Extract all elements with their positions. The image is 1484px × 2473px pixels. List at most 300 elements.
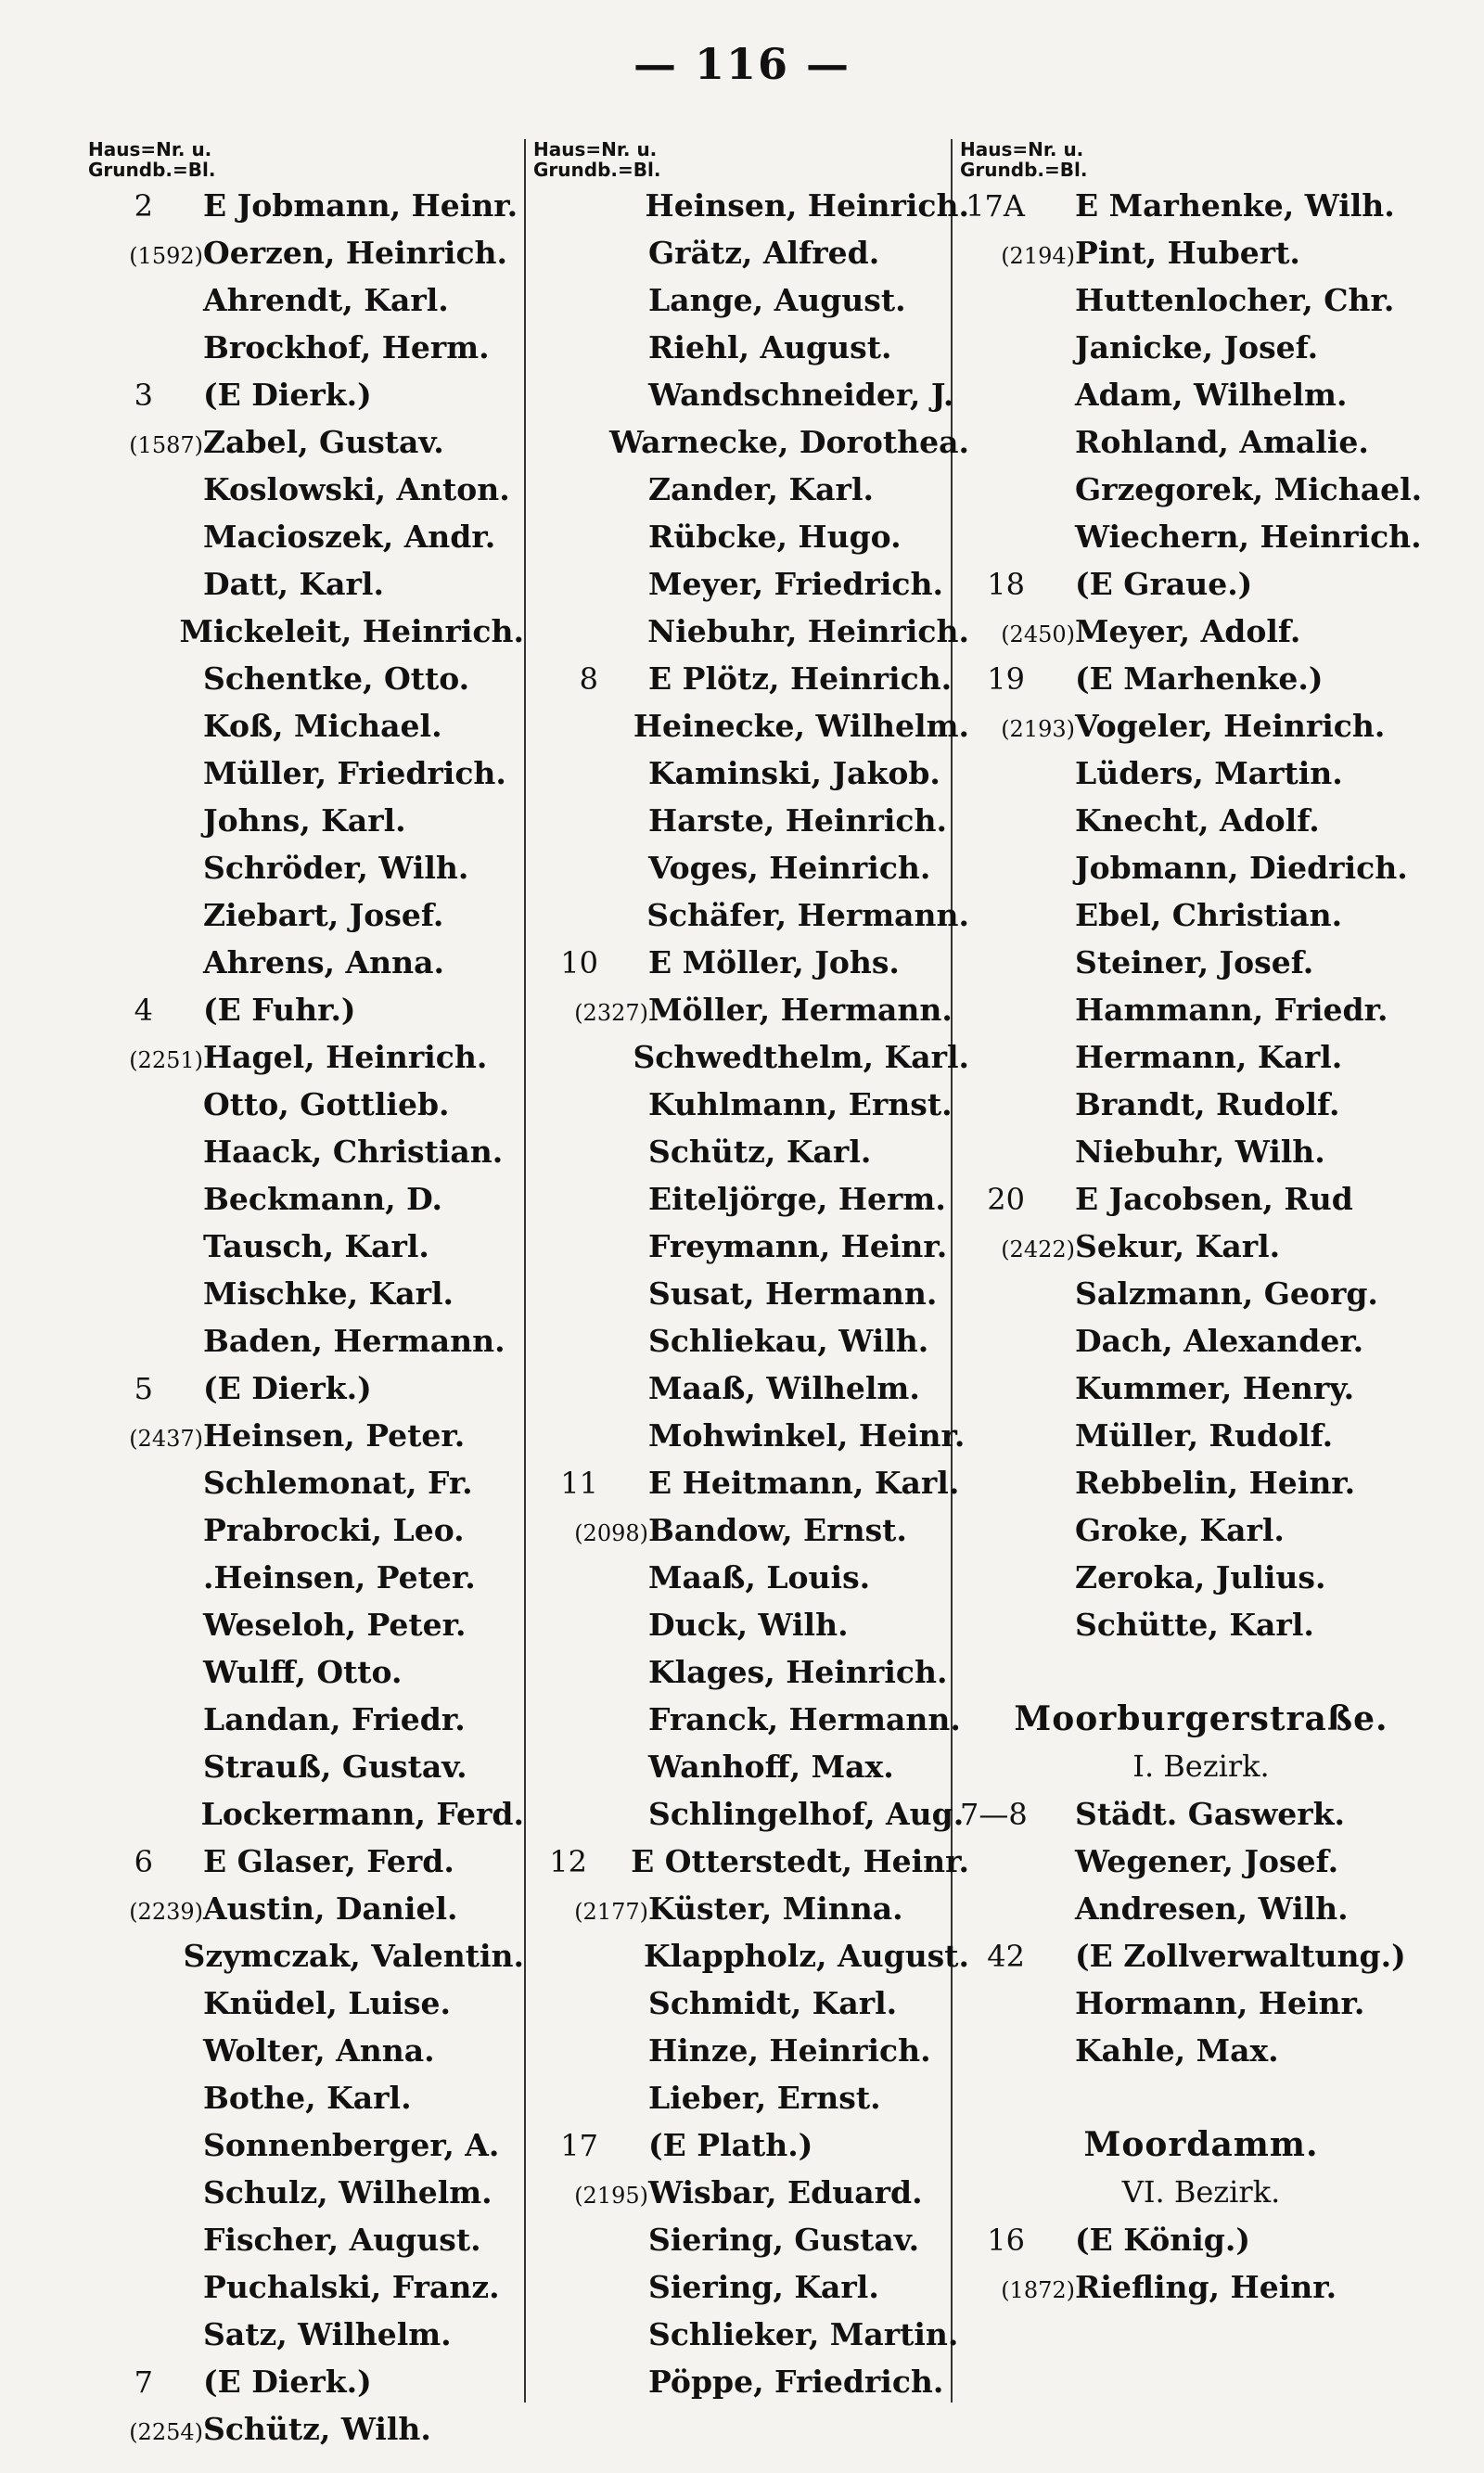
grundbuch-number: (2194) xyxy=(1001,243,1075,269)
resident-name: Siering, Gustav. xyxy=(648,2222,920,2258)
directory-entry xyxy=(533,702,969,750)
resident-name: Wegener, Josef. xyxy=(1075,1843,1339,1879)
directory-entry xyxy=(533,891,969,939)
street-heading: Moorburgerstraße. xyxy=(1014,1699,1388,1738)
directory-entry xyxy=(88,1175,524,1223)
resident-name: Möller, Hermann. xyxy=(648,992,953,1028)
directory-entry xyxy=(88,2263,524,2311)
directory-entry xyxy=(88,418,524,466)
house-number: 4 xyxy=(134,993,153,1028)
resident-name: Maaß, Louis. xyxy=(648,1559,871,1595)
directory-entry xyxy=(960,986,1442,1033)
district-heading: VI. Bezirk. xyxy=(1121,2174,1281,2210)
directory-entry xyxy=(88,1696,524,1743)
house-number: 7—8 xyxy=(960,1797,1028,1832)
house-number: 18 xyxy=(987,567,1025,602)
directory-entry xyxy=(960,1317,1442,1365)
directory-entry xyxy=(88,1506,524,1554)
resident-name: Grzegorek, Michael. xyxy=(1075,471,1423,507)
grundbuch-number: (2437) xyxy=(129,1426,203,1452)
resident-name: Ebel, Christian. xyxy=(1075,897,1343,933)
column-3 xyxy=(960,139,1442,2311)
resident-name: E Heitmann, Karl. xyxy=(648,1465,960,1501)
resident-name: E Plötz, Heinrich. xyxy=(648,660,953,697)
directory-entry xyxy=(960,844,1442,891)
directory-entry xyxy=(533,418,969,466)
resident-name: Kuhlmann, Ernst. xyxy=(648,1086,953,1122)
resident-name: Weseloh, Peter. xyxy=(203,1607,467,1643)
directory-entry xyxy=(533,2311,969,2358)
house-number: 19 xyxy=(987,661,1025,697)
house-number: 16 xyxy=(987,2223,1025,2258)
resident-name: Müller, Rudolf. xyxy=(1075,1417,1334,1454)
resident-name: Klappholz, August. xyxy=(644,1938,969,1974)
directory-entry xyxy=(88,1459,524,1506)
grundbuch-number: (1592) xyxy=(129,243,203,269)
directory-entry xyxy=(88,1128,524,1175)
directory-entry xyxy=(88,939,524,986)
resident-name: Otto, Gottlieb. xyxy=(203,1086,450,1122)
directory-entry xyxy=(960,560,1442,608)
directory-entry xyxy=(960,750,1442,797)
resident-name: Satz, Wilhelm. xyxy=(203,2316,452,2352)
directory-entry xyxy=(88,1270,524,1317)
resident-name: Bothe, Karl. xyxy=(203,2080,412,2116)
directory-entry xyxy=(88,797,524,844)
resident-name: Maaß, Wilhelm. xyxy=(648,1370,920,1406)
house-number: 3 xyxy=(134,378,153,413)
header-grundb-bl: Grundb.=Bl. xyxy=(533,159,661,181)
house-number: 10 xyxy=(560,945,598,980)
resident-name: E Glaser, Ferd. xyxy=(203,1843,454,1879)
directory-entry xyxy=(533,655,969,702)
directory-entry xyxy=(88,2169,524,2216)
directory-entry xyxy=(533,1270,969,1317)
directory-entry xyxy=(533,276,969,324)
directory-entry xyxy=(533,466,969,513)
resident-name: E Otterstedt, Heinr. xyxy=(631,1843,969,1879)
resident-name: Fischer, August. xyxy=(203,2222,481,2258)
resident-name: (E Dierk.) xyxy=(203,377,372,413)
directory-entry xyxy=(533,1412,969,1459)
resident-name: Lange, August. xyxy=(648,282,906,318)
directory-entry xyxy=(533,2358,969,2405)
resident-name: Macioszek, Andr. xyxy=(203,519,496,555)
directory-entry xyxy=(533,939,969,986)
directory-entry xyxy=(88,371,524,418)
grundbuch-number: (2251) xyxy=(129,1047,203,1073)
resident-name: Schütz, Karl. xyxy=(648,1134,872,1170)
resident-name: (E Zollverwaltung.) xyxy=(1075,1938,1406,1974)
column-header xyxy=(960,139,1442,180)
resident-name: Sonnenberger, A. xyxy=(203,2127,500,2163)
resident-name: Lüders, Martin. xyxy=(1075,755,1343,791)
directory-entry xyxy=(533,229,969,276)
directory-entry xyxy=(960,1175,1442,1223)
directory-entry xyxy=(533,1365,969,1412)
resident-name: Niebuhr, Wilh. xyxy=(1075,1134,1325,1170)
directory-entry xyxy=(88,655,524,702)
resident-name: Küster, Minna. xyxy=(648,1890,903,1927)
resident-name: Lockermann, Ferd. xyxy=(200,1796,524,1832)
resident-name: Salzmann, Georg. xyxy=(1075,1275,1378,1312)
resident-name: Janicke, Josef. xyxy=(1075,329,1319,365)
resident-name: Eiteljörge, Herm. xyxy=(648,1181,946,1217)
resident-name: Pint, Hubert. xyxy=(1075,235,1300,271)
entry-list xyxy=(533,182,969,2405)
house-number: 12 xyxy=(549,1844,587,1879)
blank-line xyxy=(960,1648,1442,1696)
resident-name: Meyer, Adolf. xyxy=(1075,613,1301,649)
resident-name: Johns, Karl. xyxy=(203,802,406,839)
resident-name: E Jacobsen, Rud xyxy=(1075,1181,1353,1217)
directory-entry xyxy=(88,1885,524,1932)
resident-name: Ahrendt, Karl. xyxy=(203,282,449,318)
directory-entry xyxy=(960,1601,1442,1648)
resident-name: Schütz, Wilh. xyxy=(203,2411,431,2447)
resident-name: Harste, Heinrich. xyxy=(648,802,947,839)
resident-name: Schröder, Wilh. xyxy=(203,850,469,886)
house-number: 8 xyxy=(579,661,598,697)
resident-name: Grätz, Alfred. xyxy=(648,235,880,271)
blank-line xyxy=(960,2074,1442,2121)
resident-name: Adam, Wilhelm. xyxy=(1075,377,1348,413)
page-number: — 116 — xyxy=(633,39,851,89)
resident-name: Tausch, Karl. xyxy=(203,1228,429,1264)
directory-entry xyxy=(88,2216,524,2263)
resident-name: Bandow, Ernst. xyxy=(648,1512,907,1548)
resident-name: E Jobmann, Heinr. xyxy=(203,187,518,224)
directory-entry xyxy=(533,513,969,560)
resident-name: Jobmann, Diedrich. xyxy=(1075,850,1408,886)
directory-entry xyxy=(88,891,524,939)
resident-name: Warnecke, Dorothea. xyxy=(608,424,969,460)
resident-name: Schentke, Otto. xyxy=(203,660,470,697)
resident-name: Landan, Friedr. xyxy=(203,1701,466,1737)
resident-name: Wulff, Otto. xyxy=(203,1654,403,1690)
directory-entry xyxy=(960,939,1442,986)
resident-name: Zander, Karl. xyxy=(648,471,874,507)
directory-entry xyxy=(533,182,969,229)
resident-name: Schliekau, Wilh. xyxy=(648,1323,929,1359)
directory-entry xyxy=(88,1081,524,1128)
directory-entry xyxy=(88,844,524,891)
directory-entry xyxy=(960,371,1442,418)
resident-name: Haack, Christian. xyxy=(203,1134,504,1170)
directory-entry xyxy=(88,1932,524,1980)
directory-entry xyxy=(533,324,969,371)
resident-name: Mohwinkel, Heinr. xyxy=(648,1417,966,1454)
resident-name: (E Dierk.) xyxy=(203,1370,372,1406)
resident-name: Hinze, Heinrich. xyxy=(648,2032,931,2069)
resident-name: (E Marhenke.) xyxy=(1075,660,1324,697)
directory-entry xyxy=(960,2263,1442,2311)
resident-name: Huttenlocher, Chr. xyxy=(1075,282,1395,318)
directory-entry xyxy=(533,1932,969,1980)
resident-name: Schmidt, Karl. xyxy=(648,1985,898,2021)
column-header xyxy=(533,139,969,180)
directory-entry xyxy=(88,466,524,513)
directory-entry xyxy=(960,324,1442,371)
directory-entry xyxy=(960,1270,1442,1317)
resident-name: Zeroka, Julius. xyxy=(1075,1559,1326,1595)
directory-entry xyxy=(533,2027,969,2074)
directory-entry xyxy=(88,1223,524,1270)
resident-name: Heinecke, Wilhelm. xyxy=(633,708,969,744)
resident-name: Susat, Hermann. xyxy=(648,1275,938,1312)
directory-entry xyxy=(533,1223,969,1270)
directory-entry xyxy=(88,513,524,560)
directory-entry xyxy=(88,1317,524,1365)
resident-name: (E Graue.) xyxy=(1075,566,1253,602)
directory-entry xyxy=(960,2216,1442,2263)
directory-entry xyxy=(533,1128,969,1175)
grundbuch-number: (1872) xyxy=(1001,2277,1075,2303)
resident-name: E Marhenke, Wilh. xyxy=(1075,187,1395,224)
directory-entry xyxy=(88,1743,524,1790)
house-number: 6 xyxy=(134,1844,153,1879)
resident-name: Mickeleit, Heinrich. xyxy=(179,613,524,649)
resident-name: Schütte, Karl. xyxy=(1075,1607,1314,1643)
directory-entry xyxy=(88,1790,524,1838)
resident-name: Mischke, Karl. xyxy=(203,1275,454,1312)
directory-entry xyxy=(88,750,524,797)
directory-entry xyxy=(960,276,1442,324)
grundbuch-number: (2239) xyxy=(129,1899,203,1925)
header-grundb-bl: Grundb.=Bl. xyxy=(960,159,1088,181)
grundbuch-number: (2193) xyxy=(1001,716,1075,742)
resident-name: Brockhof, Herm. xyxy=(203,329,490,365)
directory-entry xyxy=(533,1081,969,1128)
resident-name: .Heinsen, Peter. xyxy=(203,1559,476,1595)
district-heading: I. Bezirk. xyxy=(1132,1749,1270,1784)
directory-entry xyxy=(533,1743,969,1790)
directory-entry xyxy=(88,276,524,324)
directory-entry xyxy=(533,2121,969,2169)
resident-name: E Möller, Johs. xyxy=(648,944,900,980)
directory-entry xyxy=(960,229,1442,276)
resident-name: Wandschneider, J. xyxy=(648,377,954,413)
resident-name: Rebbelin, Heinr. xyxy=(1075,1465,1356,1501)
directory-entry xyxy=(88,1412,524,1459)
directory-entry xyxy=(533,608,969,655)
directory-entry xyxy=(960,608,1442,655)
directory-entry xyxy=(88,324,524,371)
resident-name: Hammann, Friedr. xyxy=(1075,992,1388,1028)
resident-name: Müller, Friedrich. xyxy=(203,755,506,791)
house-number: 17A xyxy=(966,188,1025,224)
entry-list xyxy=(960,182,1442,2311)
directory-entry xyxy=(88,1648,524,1696)
resident-name: Rübcke, Hugo. xyxy=(648,519,902,555)
grundbuch-number: (2177) xyxy=(574,1899,648,1925)
directory-entry xyxy=(88,1980,524,2027)
directory-entry xyxy=(533,1317,969,1365)
resident-name: Duck, Wilh. xyxy=(648,1607,849,1643)
resident-name: Kahle, Max. xyxy=(1075,2032,1279,2069)
resident-name: Koß, Michael. xyxy=(203,708,442,744)
directory-entry xyxy=(88,608,524,655)
column-1 xyxy=(88,139,524,2453)
directory-entry xyxy=(533,1885,969,1932)
directory-entry xyxy=(88,229,524,276)
resident-name: Wanhoff, Max. xyxy=(648,1749,894,1785)
resident-name: Baden, Hermann. xyxy=(203,1323,505,1359)
resident-name: Schlemonat, Fr. xyxy=(203,1465,473,1501)
directory-entry xyxy=(88,2027,524,2074)
resident-name: Wolter, Anna. xyxy=(203,2032,435,2069)
resident-name: Beckmann, D. xyxy=(203,1181,443,1217)
resident-name: Hermann, Karl. xyxy=(1075,1039,1343,1075)
house-number: 2 xyxy=(134,188,153,224)
resident-name: Voges, Heinrich. xyxy=(648,850,931,886)
directory-entry xyxy=(88,182,524,229)
resident-name: Puchalski, Franz. xyxy=(203,2269,500,2305)
resident-name: Knecht, Adolf. xyxy=(1075,802,1320,839)
resident-name: Kaminski, Jakob. xyxy=(648,755,940,791)
header-haus-nr: Haus=Nr. u. xyxy=(533,138,658,160)
directory-entry xyxy=(960,1033,1442,1081)
directory-entry xyxy=(533,1980,969,2027)
directory-entry xyxy=(960,1412,1442,1459)
resident-name: Zabel, Gustav. xyxy=(203,424,444,460)
resident-name: Sekur, Karl. xyxy=(1075,1228,1281,1264)
resident-name: Siering, Karl. xyxy=(648,2269,879,2305)
directory-entry xyxy=(960,797,1442,844)
resident-name: Brandt, Rudolf. xyxy=(1075,1086,1340,1122)
directory-entry xyxy=(88,2358,524,2405)
resident-name: Knüdel, Luise. xyxy=(203,1985,452,2021)
house-number: 7 xyxy=(134,2364,153,2400)
header-haus-nr: Haus=Nr. u. xyxy=(88,138,212,160)
directory-entry xyxy=(960,1932,1442,1980)
resident-name: (E Fuhr.) xyxy=(203,992,356,1028)
directory-entry xyxy=(960,2027,1442,2074)
directory-entry xyxy=(960,1128,1442,1175)
resident-name: Heinsen, Peter. xyxy=(203,1417,466,1454)
directory-entry xyxy=(533,371,969,418)
directory-entry xyxy=(533,560,969,608)
resident-name: Datt, Karl. xyxy=(203,566,384,602)
directory-entry xyxy=(960,655,1442,702)
resident-name: Schlingelhof, Aug. xyxy=(648,1796,965,1832)
house-number: 5 xyxy=(134,1371,153,1406)
house-number: 11 xyxy=(560,1466,598,1501)
resident-name: Ahrens, Anna. xyxy=(203,944,444,980)
directory-entry xyxy=(960,702,1442,750)
directory-entry xyxy=(960,513,1442,560)
directory-entry xyxy=(533,1554,969,1601)
directory-entry xyxy=(960,1506,1442,1554)
resident-name: Schlieker, Martin. xyxy=(648,2316,959,2352)
directory-entry xyxy=(960,1554,1442,1601)
resident-name: Riefling, Heinr. xyxy=(1075,2269,1337,2305)
directory-entry xyxy=(533,1033,969,1081)
resident-name: Pöppe, Friedrich. xyxy=(648,2364,944,2400)
resident-name: Oerzen, Heinrich. xyxy=(203,235,508,271)
resident-name: Franck, Hermann. xyxy=(648,1701,961,1737)
directory-entry xyxy=(960,1223,1442,1270)
directory-entry xyxy=(88,1601,524,1648)
directory-entry xyxy=(960,1365,1442,1412)
resident-name: Rohland, Amalie. xyxy=(1075,424,1369,460)
directory-entry xyxy=(88,2074,524,2121)
resident-name: Niebuhr, Heinrich. xyxy=(647,613,969,649)
grundbuch-number: (2098) xyxy=(574,1520,648,1546)
resident-name: Groke, Karl. xyxy=(1075,1512,1285,1548)
resident-name: Meyer, Friedrich. xyxy=(648,566,943,602)
directory-entry xyxy=(960,1838,1442,1885)
directory-entry xyxy=(533,1601,969,1648)
entry-list xyxy=(88,182,524,2453)
resident-name: Klages, Heinrich. xyxy=(648,1654,948,1690)
directory-entry xyxy=(960,1081,1442,1128)
directory-entry xyxy=(88,2311,524,2358)
resident-name: Hormann, Heinr. xyxy=(1075,1985,1365,2021)
directory-entry xyxy=(88,560,524,608)
resident-name: Austin, Daniel. xyxy=(203,1890,458,1927)
resident-name: Wisbar, Eduard. xyxy=(648,2174,923,2210)
directory-entry xyxy=(88,1365,524,1412)
directory-entry xyxy=(533,2263,969,2311)
resident-name: Hagel, Heinrich. xyxy=(203,1039,488,1075)
resident-name: Andresen, Wilh. xyxy=(1075,1890,1349,1927)
resident-name: Szymczak, Valentin. xyxy=(183,1938,524,1974)
directory-entry xyxy=(960,1980,1442,2027)
resident-name: Strauß, Gustav. xyxy=(203,1749,467,1785)
grundbuch-number: (2195) xyxy=(574,2183,648,2209)
directory-entry xyxy=(533,1648,969,1696)
directory-entry xyxy=(960,182,1442,229)
directory-entry xyxy=(960,418,1442,466)
street-heading: Moordamm. xyxy=(1083,2125,1319,2164)
column-2 xyxy=(533,139,969,2405)
directory-entry xyxy=(533,2074,969,2121)
directory-entry xyxy=(533,1790,969,1838)
house-number: 42 xyxy=(987,1939,1025,1974)
resident-name: Koslowski, Anton. xyxy=(203,471,510,507)
header-haus-nr: Haus=Nr. u. xyxy=(960,138,1084,160)
directory-entry xyxy=(533,797,969,844)
resident-name: Steiner, Josef. xyxy=(1075,944,1314,980)
directory-entry xyxy=(88,986,524,1033)
resident-name: Kummer, Henry. xyxy=(1075,1370,1355,1406)
directory-entry xyxy=(533,1506,969,1554)
resident-name: Dach, Alexander. xyxy=(1075,1323,1364,1359)
house-number: 17 xyxy=(560,2128,598,2163)
column-header xyxy=(88,139,524,180)
resident-name: (E König.) xyxy=(1075,2222,1250,2258)
directory-entry xyxy=(533,844,969,891)
directory-entry xyxy=(88,702,524,750)
resident-name: (E Dierk.) xyxy=(203,2364,372,2400)
grundbuch-number: (1587) xyxy=(129,432,203,458)
directory-entry xyxy=(533,2216,969,2263)
resident-name: Heinsen, Heinrich. xyxy=(645,187,969,224)
resident-name: (E Plath.) xyxy=(648,2127,813,2163)
directory-entry xyxy=(88,1838,524,1885)
resident-name: Lieber, Ernst. xyxy=(648,2080,881,2116)
grundbuch-number: (2327) xyxy=(574,1000,648,1026)
directory-entry xyxy=(88,1033,524,1081)
grundbuch-number: (2422) xyxy=(1001,1236,1075,1262)
header-grundb-bl: Grundb.=Bl. xyxy=(88,159,216,181)
directory-entry xyxy=(88,2121,524,2169)
directory-entry xyxy=(533,1459,969,1506)
resident-name: Prabrocki, Leo. xyxy=(203,1512,465,1548)
directory-entry xyxy=(960,1885,1442,1932)
resident-name: Städt. Gaswerk. xyxy=(1075,1796,1346,1832)
